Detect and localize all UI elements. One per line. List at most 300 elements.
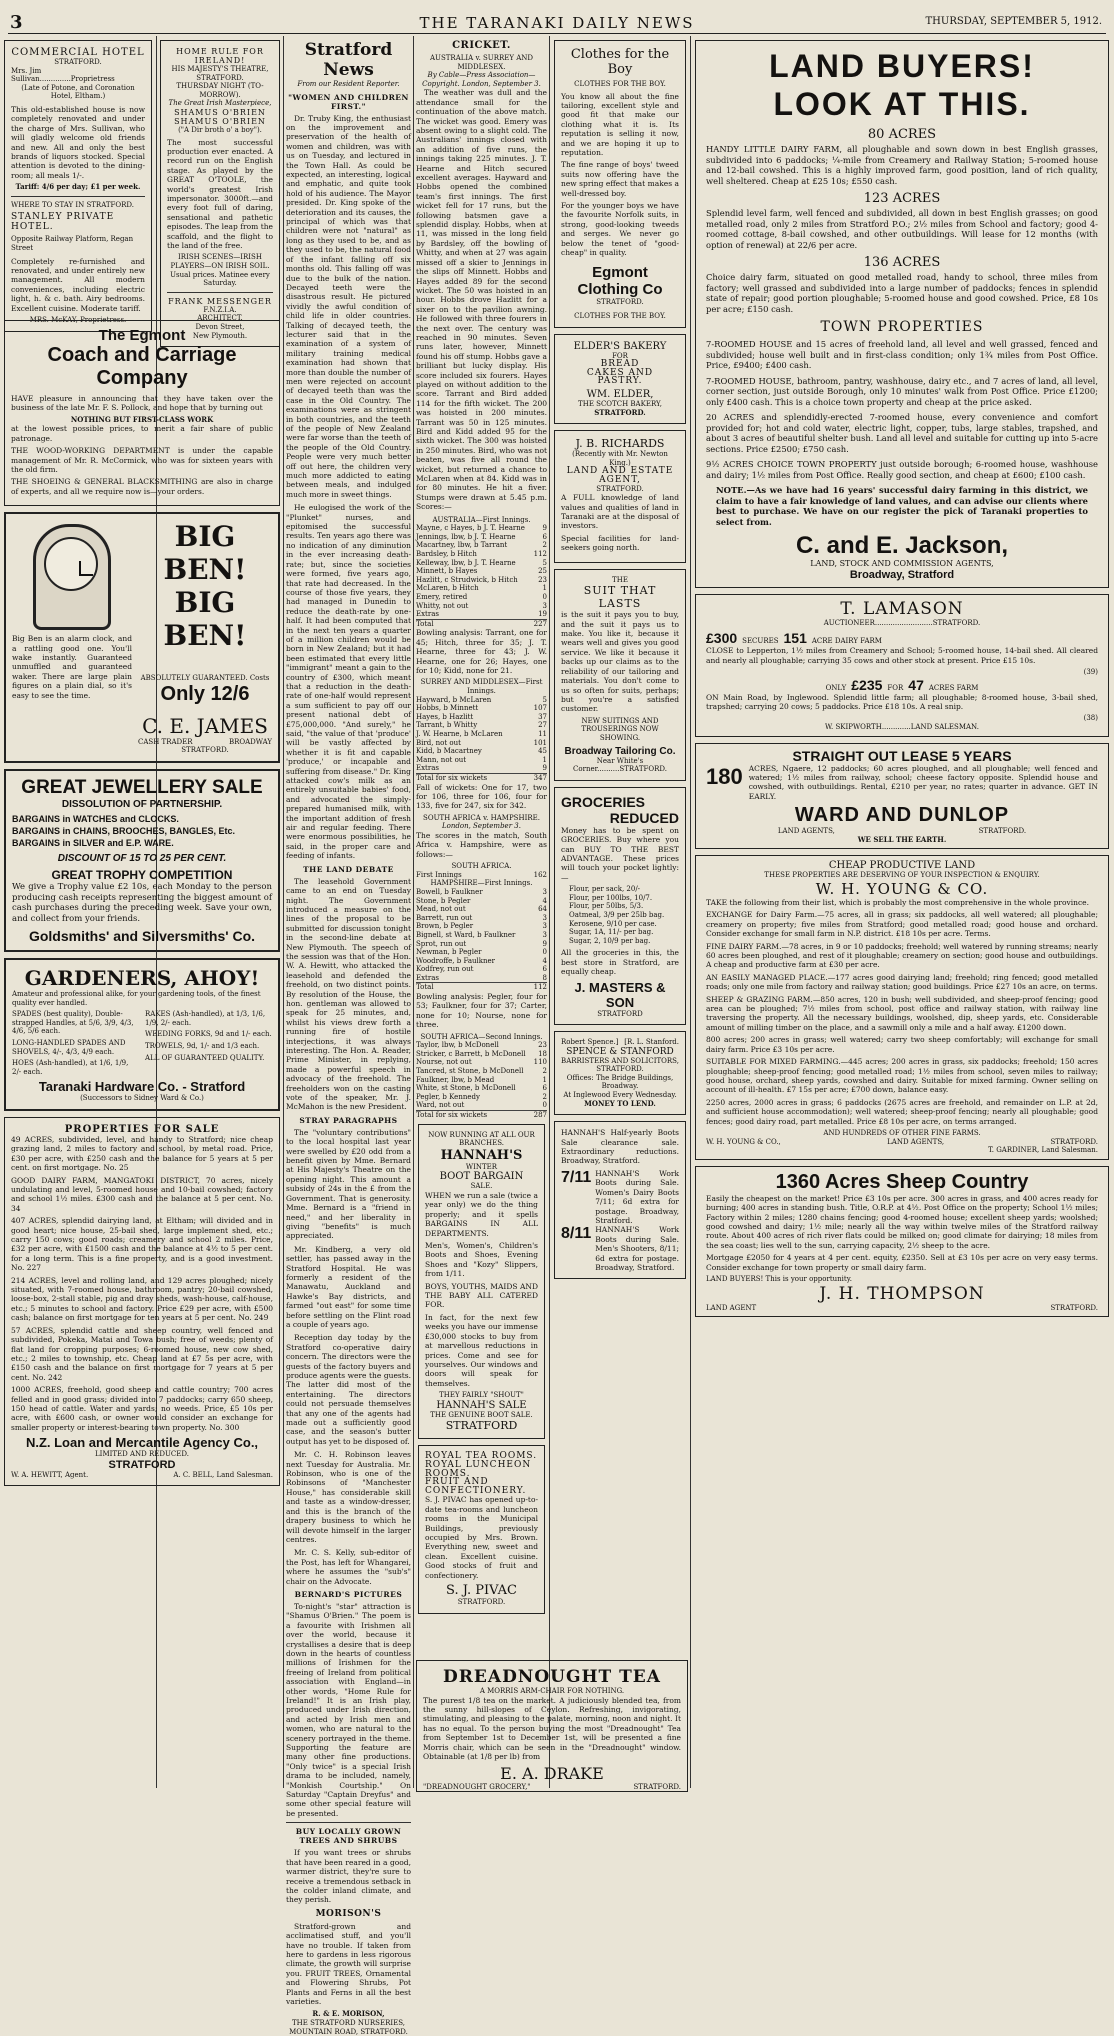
score-row: Extras 8 — [416, 973, 547, 982]
ad-discount: DISCOUNT OF 15 TO 25 PER CENT. — [57, 853, 227, 865]
price-item: Flour, per sack, 20/- — [569, 885, 641, 894]
ad-body: BOYS, YOUTHS, MAIDS AND THE BABY ALL CATERED FOR. — [425, 1281, 538, 1310]
masthead-rule — [8, 33, 1106, 34]
ad-tag: THE GENUINE BOOT SALE. — [430, 1410, 533, 1419]
properties-for-sale-ad — [4, 1117, 280, 1486]
section-heading: MORISON'S — [315, 1908, 382, 1919]
news-paragraph: If you want trees or shrubs that have been reared in a good, warmer district, they're sure to receive a tremendous setback in the colder inland climate, and they perish. — [286, 1848, 411, 1905]
column-5 — [552, 36, 688, 1656]
seller-left: CASH TRADER — [138, 737, 193, 746]
listing-body: AN EASILY MANAGED PLACE.—177 acres good dairying land; freehold; ring fenced; good metalled roads; only one mile from factory and railway station; good buildings. Price £27 10s an acre, on terms. — [706, 972, 1098, 992]
listing-body: CLOSE to Lepperton, 1½ miles from Creamery and School; 5-roomed house, 14-bail shed. All cleared and nearly all ploughable; carrying 35 cows and other stock at present. Price £15 10s. — [706, 646, 1098, 665]
young-co-ad — [695, 855, 1109, 1159]
news-paragraph: The leasehold Government came to an end on Tuesday night. The Government introduced a measure on the lines of the proposal to be submitted for discussion tonight in the second-line debate at New Plymouth. The speech of the session was that of the Hon. W. A. Hewitt, who attacked the leasehold and defended the freehold, on two distinct points. By resolution of the House, the hon. gentleman was allowed to speak for 25 minutes, and, whilst his views drew forth a running fire of hostile interjections, it was always interesting. The Hon. A. Reader, Prime Minister, in replying, made a powerful speech in advocacy of the freehold. The freeholders won on the casting vote of the speaker, Mr. J. McMahon is the new President. — [286, 876, 411, 1112]
divider — [11, 196, 145, 197]
innings-heading: SOUTH AFRICA—Second Innings. — [420, 1032, 543, 1041]
bargain-line: BARGAINS in WATCHES and CLOCKS. — [12, 814, 179, 825]
ad-body: is the suit it pays you to buy, and the suit it pays us to make. You like it, because it wears well and gives you good service. We like it because it backs up our claims as to the reliability of our tailoring and materials. You don't come to us so often for suits, perhaps; but you're a satisfied customer. — [561, 610, 679, 714]
ad-sale: BOOT BARGAIN — [439, 1171, 524, 1183]
ad-successor: (Successors to Sidney Ward & Co.) — [80, 1094, 204, 1103]
innings-heading: AUSTRALIA—First Innings. — [432, 515, 531, 524]
issue-date: THURSDAY, SEPTEMBER 5, 1912. — [925, 16, 1102, 27]
scorecard — [416, 696, 547, 783]
column-1-bottom — [2, 316, 282, 1786]
firm-mid: LAND AGENTS, — [887, 1137, 945, 1146]
score-row: Hobbs, b Minnett 107 — [416, 704, 547, 713]
broadway-tailoring-ad — [554, 569, 686, 781]
ad-item: PASTRY. — [597, 376, 643, 387]
price-item: Kerosene, 9/10 per case. — [569, 919, 657, 928]
score-row: Nourse, not out 110 — [416, 1058, 547, 1067]
innings-heading: SOUTH AFRICA. — [451, 862, 512, 871]
ad-salesman: T. GARDINER, Land Salesman. — [988, 1146, 1098, 1155]
ad-title: Clothes for the Boy — [570, 47, 670, 77]
ad-body: In fact, for the next few weeks you have our immense £30,000 stocks to buy from at marvellous reductions in prices. Come and see for yourselves. Our windows and doors will speak for themselves. — [425, 1312, 538, 1388]
groceries-ad — [554, 787, 686, 1025]
divider — [286, 1822, 411, 1823]
lamason-auctioneer-ad — [695, 594, 1109, 737]
listing-body: 20 ACRES and splendidly-erected 7-roomed house, every convenience and comfort provided for; hot and cold water, electric light, copper, tubs, large stables, trapshed, and about 3 acres of beautiful shelter bush. Land all level and suitable for cutting up into 5-acre sections. Price £2500; £750 cash. — [706, 412, 1098, 454]
agent-note: NOTE.—As we have had 16 years' successful dairy farming in this district, we claim to have a fair knowledge of land values, and can advise our clients where best to purchase. We have on our register the pick of Taranaki properties to select from. — [716, 485, 1088, 527]
farm-label: ACRES FARM — [928, 683, 979, 692]
boot-price: 7/11 — [561, 1168, 592, 1186]
ad-name: SPENCE & STANFORD — [566, 1046, 674, 1057]
ad-title: REDUCED — [609, 809, 679, 826]
listing-body: ON Main Road, by Inglewood. Splendid little farm; all ploughable; 8-roomed house, 3-bail shed, trapshed; carrying 20 cows; 5 paddocks. Price £18 10s. A real snip. — [706, 692, 1098, 711]
agent-right: A. C. BELL, Land Salesman. — [173, 1470, 273, 1479]
ad-place: STRATFORD. — [54, 58, 102, 66]
section-heading: BERNARD'S PICTURES — [294, 1589, 403, 1599]
farm-acres: 151 — [783, 630, 807, 647]
ad-title: Coach and Carriage Company — [47, 344, 237, 389]
ad-title: GROCERIES — [561, 793, 646, 810]
nursery-name: R. & E. MORISON, — [312, 2009, 385, 2019]
score-row: Pegler, b Kennedy 2 — [416, 1092, 547, 1101]
ad-foot: CLOTHES FOR THE BOY. — [574, 312, 666, 321]
ad-town: STRATFORD. — [457, 1597, 506, 1606]
match-report: The weather was dull and the attendance small for the continuation of the above match. The wicket was good. Emery was absent owing to a slight cold. The Australians' innings closed with an addition of five runs, the innings taking 225 minutes. J. T. Hearne and Hitch secured excellent averages. Hayward and Hobbs opened the combined team's first innings. The first wicket fell for 17 runs, but the following batsmen gave a splendid display. Hobbs, when at 11, was missed in the long field by Bardsley, off the bowling of Whitty, and when at 27 was again missed off a skier to Jennings in the slips off Minnett. Hobbs and Hayes added 89 for the second wicket. The 50 was hoisted in an hour. Hobbs drove Hazlitt for a sixer on to the pavilion awning. He followed with three fourers in the next over. The century was reached in 90 minutes. Seven runs later, however, Minnett found his off stump. Hobbs gave a brilliant but lucky display. His score included six fourers. Hayes played on without addition to the score. Tarrant and Bird added 114 for the fifth wicket. The 200 was hoisted in 200 minutes. Tarrant was 50 in 125 minutes. Bird and Kidd added 95 for the sixth wicket. The 300 was hoisted in 250 minutes. Bird, who was not beaten, was five all round the wicket, but returned a chance to McLaren when at 84. Kidd was in for 80 minutes. He hit a fiver. Stumps were drawn at 5.45 p.m. Scores:— — [416, 88, 547, 512]
listing-body: EXCHANGE for Dairy Farm.—75 acres, all in grass; six paddocks, all well watered; all ploughable; creamery on property; five miles from Stratford; good metalled road; good house and orchard. Consider exchange for small farm in N.P. district. £18 10s per acre. Terms. — [706, 910, 1098, 939]
score-row: J. W. Hearne, b McLaren 11 — [416, 729, 547, 738]
tool-item: LONG-HANDLED SPADES AND SHOVELS, 4/-, 4/3, 4/9 each. — [12, 1039, 126, 1056]
score-row: Kodfrey, run out 6 — [416, 965, 547, 974]
score-row: Extras 19 — [416, 610, 547, 619]
price-item: Sugar, 1A, 11/- per bag. — [569, 928, 654, 937]
ad-note: Special facilities for land-seekers going north. — [561, 533, 679, 553]
hannahs-work-boots-ad — [554, 1121, 686, 1279]
ad-firm-sub: LAND, STOCK AND COMMISSION AGENTS, — [810, 559, 994, 568]
ad-title: LAND BUYERS! — [769, 48, 1035, 84]
farm-label: SECURES — [742, 637, 779, 646]
seller-right: BROADWAY — [228, 737, 272, 746]
ad-name: J. B. RICHARDS — [575, 437, 665, 451]
bowling-analysis: Bowling analysis: Tarrant, one for 45; Hitch, three for 35; J. T. Hearne, three for 43; J. W. Hearne, one for 26; Hayes, one for 10; Kidd, none for 21. — [416, 628, 547, 675]
ad-body: The most successful production ever enacted. A record run on the English stage. As played by the GREAT O'TOOLE, the world's greatest Irish impersonator. 3000ft.—and every foot full of daring, sensational and pathetic episodes. The leap from the scaffold, and the flight to the land of the free. — [167, 137, 273, 251]
ad-title: HOME RULE FOR IRELAND! — [176, 47, 264, 65]
commercial-hotel-ad — [4, 40, 152, 332]
score-total: First Innings 162 — [416, 870, 547, 879]
lease-ad — [695, 743, 1109, 850]
match-title: SOUTH AFRICA v. HAMPSHIRE. — [423, 813, 540, 822]
firm-right: STRATFORD. — [1050, 1303, 1098, 1312]
listing-body: 7-ROOMED HOUSE and 15 acres of freehold land, all level and well grassed, fenced and subdivided; house well built and in first-class condition; only 1¾ miles from Post Office. Price, £9400; £400 cash. — [706, 339, 1098, 370]
price-item: Flour, per 50lbs, 5/3. — [569, 902, 644, 911]
big-ben-ad — [4, 512, 280, 763]
ad-town: STRATFORD. — [596, 484, 644, 493]
ad-foot: AND HUNDREDS OF OTHER FINE FARMS. — [823, 1128, 981, 1137]
spence-stanford-ad — [554, 1031, 686, 1115]
listing-heading: TOWN PROPERTIES — [820, 319, 984, 335]
land-buyers-ad — [695, 40, 1109, 588]
newspaper-title: THE TARANAKI DAILY NEWS — [419, 14, 695, 32]
ad-left: "DREADNOUGHT GROCERY," — [423, 1783, 531, 1792]
ad-proprietor: Mrs. Jim Sullivan..............Proprietress — [11, 66, 115, 84]
architect-town: New Plymouth. — [192, 331, 248, 340]
page-number: 3 — [10, 12, 23, 33]
firm-left: LAND AGENTS, — [777, 827, 835, 836]
ad-body: HAVE pleasure in announcing that they have taken over the business of the late Mr. F. S. Pollock, and hope that by turning out — [11, 394, 273, 413]
score-row: Sprot, run out 9 — [416, 939, 547, 948]
stratford-news-column — [286, 36, 411, 2036]
ad-body: Completely re-furnished and renovated, and under entirely new management. All modern conveniences, including electric light, h. & c. bath. Airy bedrooms. Excellent cuisine. Moderate tariff. — [11, 256, 145, 313]
news-paragraph: The "voluntary contributions" to the local hospital last year were swelled by £20 odd from a benefit given by Mme. Bernard at His Majesty's Theatre on the opening night. This amount a subsidy of 24s in the £ from the Government. That is generosity. Mme. Bernard is a "friend in need," and her liberality in giving "benefits" is much appreciated. — [286, 1127, 411, 1241]
ad-lead: NOW RUNNING AT ALL OUR BRANCHES. — [428, 1130, 535, 1148]
ad-town: STRATFORD — [445, 1419, 518, 1433]
score-row: Bowell, b Faulkner 3 — [416, 887, 547, 896]
listing-body: Easily the cheapest on the market! Price £3 10s per acre. 300 acres in grass, and 400 acres ready for burning; 400 acres in standing bush. Title, O.R.P. at 4½. Post Office on the property; School 1½ miles; Factory within 2 miles; 1280 chains fencing; good 4-roomed house; excellent sheep yards; woolshed; good cowshed and dairy; 1½ mile; nearly all the way within twelve miles of the Stratford railway route. About 400 acres of rich river flats could be milked on; good climate for dairying; 18 miles from the sea coast; lies well to the sun, carrying capacity, 2½ sheep to the acre. — [706, 1193, 1098, 1250]
ad-body: A FULL knowledge of land values and qualities of land in Taranaki are at the disposal of investors. — [561, 493, 679, 531]
firm-right: STRATFORD. — [978, 827, 1027, 836]
listing-body: SUITABLE FOR MIXED FARMING.—445 acres; 200 acres in grass, six paddocks; freehold; 150 acres ploughable; sheep-proof fencing; good metalled road; 1½ miles from school, seven miles to railway; good house, orchard, sheep yards, cowshed and dairy. Suitable for mixed farming. Owner selling on account of ill-health. £7 15s per acre; £700 down, balance easy. — [706, 1057, 1098, 1095]
tool-item: SPADES (best quality), Double-strapped Handles, at 5/6, 3/9, 4/3, 4/6, 5/6 each. — [12, 1010, 134, 1036]
property-listing: 49 ACRES, subdivided, level, and handy to Stratford; nice cheap grazing land, 2 miles to factory and school, by metal road. Price, £30 per acre, with £250 cash and the balance for 5 years at 5 per cent. on first mortgage. No. 25 — [11, 1134, 273, 1173]
news-paragraph: Mr. C. H. Robinson leaves next Tuesday for Australia. Mr. Robinson, who is one of the Robinsons of "Manchester House," has considerable skill and taste as a window-dresser, and this is the branch of the drapery business to which he will devote himself in the larger centres. — [286, 1450, 411, 1544]
theatre-ad — [160, 40, 280, 347]
masthead — [0, 10, 1114, 34]
ad-body: Men's, Women's, Children's Boots and Shoes, Evening Shoes and "Kozy" Slippers, from 1/11. — [425, 1241, 538, 1279]
score-row: Woodroffe, b Faulkner 4 — [416, 956, 547, 965]
ad-lead: THE — [612, 575, 628, 584]
farm-label: ACRE DAIRY FARM — [811, 637, 882, 646]
ad-firm: Broadway Tailoring Co. — [564, 745, 676, 757]
partner-right: [R. L. Stanford. — [624, 1038, 679, 1047]
score-row: Tarrant, b Whitty 27 — [416, 721, 547, 730]
news-paragraph: Dr. Truby King, the enthusiast on the improvement and preservation of the health of women and children, was with us on Tuesday, and lectured in the Town Hall. As could be expected, an interesting, logical and emphatic, and quite took hold of his audience. The Mayor presided. Dr. King spoke of the deterioration and its causes, the principal of which was that children were not "natural" as long as they used to be, and as they used to be, the natural food of the infant falling off six months old. This falling off was due to the bulk of the nation. Decayed teeth were the disastrous result. He pictured vividly the awful condition of child life in older countries. Talking of decayed teeth, the lecturer said that in the examination of a system of military training medical examination had shown that more than double the number of men were rejected on account of decayed teeth than was the case in the Old Country. The examinations were as stringent in both countries, and the teeth of the people of New Zealand were far worse than the teeth of the people of the Old Country. People were very much better off out here, the children very much more addicted to eating between meals, and indulged much more in sweet things. — [286, 113, 411, 499]
elders-bakery-ad — [554, 334, 686, 425]
ad-title: 1360 Acres Sheep Country — [775, 1170, 1029, 1193]
ad-firm: Goldsmiths' and Silversmiths' Co. — [28, 928, 256, 945]
innings-heading: HAMPSHIRE—First Innings. — [430, 879, 533, 888]
ad-name: T. LAMASON — [840, 598, 964, 619]
listing-body: ACRES, Ngaere, 12 paddocks; 60 acres ploughed, and all ploughable; well fenced and watered; 1½ miles from railway, school; cheese factory opposite. Splendid house and cowshed, with outbuildings. Rental, £210 per year, no rates; quarter in advance. GET IN EARLY. — [748, 763, 1098, 801]
news-header: Stratford News — [304, 40, 393, 80]
score-row: Bignell, st Ward, b Faulkner 3 — [416, 930, 547, 939]
ad-body: HANNAH'S Half-yearly Boots Sale clearance sale. Extraordinary reductions. Broadway, Stratford. — [561, 1128, 679, 1166]
section-heading: STRAY PARAGRAPHS — [299, 1115, 398, 1125]
column-rule — [690, 36, 691, 1788]
ad-lead: The Great Irish Masterpiece, — [168, 99, 272, 108]
firm-left: LAND AGENT — [706, 1303, 757, 1312]
ad-name: WM. ELDER, — [586, 389, 654, 401]
news-paragraph: Stratford-grown and acclimatised stuff, and you'll have no trouble. If taken from here to gardens in less rigorous climate, the growth will surprise you. FRUIT TREES, Ornamental and Flowering Shrubs, Pot Plants and Ferns in all the best varieties. — [286, 1921, 411, 2006]
scorecard — [416, 1041, 547, 1119]
ad-body: This old-established house is now completely renovated and under the charge of Mrs. Sullivan, who will gladly welcome old friends and new. All and only the best brands of liquors stocked. Special attention is devoted to the dining-room; all meals 1/-. — [11, 104, 145, 180]
ad-sub: A MORRIS ARM-CHAIR FOR NOTHING. — [479, 1687, 625, 1695]
ad-town: STRATFORD — [597, 1009, 643, 1018]
ad-body: Money has to be spent on GROCERIES. Buy where you can BUY TO THE BEST ADVANTAGE. These prices will touch your pocket lightly:— — [561, 825, 679, 882]
listing-terms: Mortgage £2050 for 4 years at 4 per cent. equity, £2350. Sell at £3 10s per acre on very easy terms. Consider exchange for town property or small dairy farm. — [706, 1253, 1098, 1272]
ad-subtitle: DISSOLUTION OF PARTNERSHIP. — [61, 799, 223, 811]
ad-tariff: Tariff: 4/6 per day; £1 per week. — [15, 182, 141, 192]
ad-location: Opposite Railway Platform, Regan Street — [11, 235, 134, 252]
sheep-country-ad — [695, 1166, 1109, 1317]
tool-item: WEEDING FORKS, 9d and 1/- each. — [145, 1030, 272, 1039]
nursery-sub: THE STRATFORD NURSERIES, — [291, 2018, 405, 2027]
firm-left: W. H. YOUNG & CO., — [706, 1137, 781, 1146]
score-row: Minnett, b Hayes 25 — [416, 567, 547, 576]
ad-firm: J. MASTERS & SON — [574, 979, 666, 1010]
firm-slogan: WE SELL THE EARTH. — [857, 834, 947, 844]
ad-town: STRATFORD. — [596, 1065, 644, 1074]
firm-right: STRATFORD. — [1050, 1137, 1098, 1146]
egmont-clothing-ad — [554, 40, 686, 328]
property-listing: 214 ACRES, level and rolling land, and 129 acres ploughed; nicely situated, with 7-roomed house, bathroom, pantry; 20-bail cowshed, loose-box, 2-stall stable, pig and dray sheds, wash-house, calf-house, etc.; 5 minutes to school and factory. Price £29 per acre, with £500 cash; balance on first mortgage for ten years at 5 per cent. No. 249 — [11, 1275, 273, 1323]
column-6 — [693, 36, 1111, 1786]
ad-trophy: GREAT TROPHY COMPETITION — [51, 868, 233, 883]
listing-body: 9½ ACRES CHOICE TOWN PROPERTY just outside borough; 6-roomed house, washhouse and dairy; 1½ miles from Post Office. Really good section, and cheap at £600; £100 cash. — [706, 459, 1098, 480]
ad-name: J. H. THOMPSON — [819, 1283, 985, 1304]
bargain-line: BARGAINS in SILVER and E.P. WARE. — [12, 838, 174, 849]
listing-body: FINE DAIRY FARM.—78 acres, in 9 or 10 paddocks; freehold; well watered by running streams; nearly 60 acres been ploughed, and rest of it ploughable; creamery on section; good house and outbuildings. A cheap and productive farm at £30 per acre. — [706, 941, 1098, 970]
ad-line: ROYAL LUNCHEON ROOMS. — [425, 1459, 532, 1479]
tool-item: RAKES (Ash-handled), at 1/3, 1/6, 1/9, 2/- each. — [145, 1010, 266, 1027]
listing-heading: 123 ACRES — [863, 191, 941, 206]
listing-body: SHEEP & GRAZING FARM.—850 acres, 120 in bush; well subdivided, and sheep-proof fencing; good area can be ploughed; 7½ miles from school, post office and railway station, with railway line traversing the property. All the necessary buildings, woolshed, dip, sheep yards, etc. Considerable amount of milling timber on the place, and a sawmill only a mile and a half away. £1200 down. — [706, 994, 1098, 1032]
bargain-line: BARGAINS in CHAINS, BROOCHES, BANGLES, Etc. — [12, 826, 236, 837]
match-title: AUSTRALIA v. SURREY AND MIDDLESEX. — [430, 54, 533, 71]
section-heading: BUY LOCALLY GROWN TREES AND SHRUBS — [295, 1827, 402, 1846]
listing-body: Splendid level farm, well fenced and subdivided, all down in best English grasses; on good metalled road, only 2 miles from Stratford P.O.; 2½ miles from School and factory; good 4-roomed cottage, 8-bail cowshed, and other outbuildings. Will lease for 12 months (with option of renewal) at 22/6 per acre. — [706, 208, 1098, 250]
ad-firm-address: Broadway, Stratford — [849, 568, 955, 581]
ad-tag: HANNAH'S SALE — [436, 1399, 527, 1411]
score-row: McLaren, b Hitch 1 — [416, 584, 547, 593]
ad-body: You know all about the fine tailoring, excellent style and good fit that make our clothing what it is. Its reputation is selling it now, and we are hoping it up to reputation. — [561, 91, 679, 158]
ad-firm: WARD AND DUNLOP — [794, 804, 1010, 827]
divider — [167, 292, 273, 293]
ad-title: LAND AND ESTATE AGENT, — [566, 466, 674, 486]
ad-body: THE WOOD-WORKING DEPARTMENT is under the capable management of Mr. R. McCormick, who was for sixteen years with the old firm. — [11, 446, 273, 475]
property-listing: 407 ACRES, splendid dairying land, at Eltham; will divided and in good heart; nice house, 25-bail shed, large implement shed, etc.; carry 150 cows; good roads; creamery and school 2 miles. Price, £32 per acre, with £1500 cash and the balance at 4½ to 5 per cent. for a long term. This is a fine property, and is a good investment. No. 227 — [11, 1216, 273, 1273]
section-heading: CRICKET. — [452, 40, 511, 51]
farm-label: ONLY — [825, 683, 847, 692]
ad-title: LOOK AT THIS. — [773, 86, 1031, 122]
ad-body: The fine range of boys' tweed suits now offering have the new spring effect that makes a well-dressed boy. — [561, 160, 679, 198]
score-row: Bardsley, b Hitch 112 — [416, 550, 547, 559]
seller-name: C. E. JAMES — [142, 713, 268, 738]
ad-sub: (Recently with Mr. Newton King.) — [572, 450, 668, 467]
ad-tag: THEY FAIRLY "SHOUT" — [439, 1391, 524, 1400]
ad-town: STRATFORD. — [596, 297, 644, 306]
ad-body: S. J. PIVAC has opened up-to-date tea-rooms and luncheon rooms in the Municipal Buildings, previously occupied by Mrs. Brown. Everything new, sweet and clean. Excellent cuisine. Good stocks of fruit and confectionery. — [425, 1495, 538, 1580]
listing-body: 7-ROOMED HOUSE, bathroom, pantry, washhouse, dairy etc., and 7 acres of land, all level, corner section, just outside Borough, only 10 minutes' walk from Post Office. Price £1200; only £400 cash. This is a choice town property and cheap at the price asked. — [706, 375, 1098, 407]
news-paragraph: Mr. C. S. Kelly, sub-editor of the Post, has left for Whangarei, where he assumes the "sub's" chair on the Advocate. — [286, 1548, 411, 1586]
score-row: Taylor, lbw, b McDonell 23 — [416, 1041, 547, 1050]
ad-for: FOR — [612, 351, 628, 360]
scorecard — [416, 888, 547, 992]
ad-item: BREAD — [600, 359, 640, 370]
ad-body: WHEN we run a sale (twice a year only) we do the thing properly; and it spells BARGAINS IN ALL DEPARTMENTS. — [425, 1191, 538, 1238]
score-row: White, st Stone, b McDonell 6 — [416, 1084, 547, 1093]
ad-firm: Taranaki Hardware Co. - Stratford — [38, 1079, 246, 1095]
price-item: Oatmeal, 3/9 per 25lb bag. — [569, 910, 665, 919]
ad-line: ROYAL TEA ROOMS. — [425, 1451, 538, 1462]
farm-label: FOR — [887, 683, 904, 692]
ad-title: ELDER'S BAKERY — [573, 340, 667, 352]
play-name: SHAMUS O'BRIEN — [174, 116, 266, 126]
news-paragraph: Reception day today by the Stratford co-operative dairy concern. The directors were the guests of the factory buyers and produce agents were the guests. The latter did most of the entertaining. The directors could not persuade themselves that any one of the agents had made out a sufficiently good case, and the season's butter output has yet to be disposed of. — [286, 1333, 411, 1446]
scorecard — [416, 524, 547, 628]
score-row: Brown, b Pegler 3 — [416, 922, 547, 931]
ad-title: BIG BEN! — [163, 586, 247, 653]
tool-item: ALL OF GUARANTEED QUALITY. — [145, 1053, 265, 1062]
property-listing: 57 ACRES, splendid cattle and sheep country, well fenced and subdivided, Pokeka, Matai and Towa bush; free of weeds; plenty of flat land for cropping purposes; 6-roomed house, new cow shed, etc.; 2 miles to township, etc. Cheap land at £7 5s per acre, with £150 cash and the balance on first mortgage for 7 years at 5 per cent. No. 242 — [11, 1325, 273, 1382]
ad-title: CHEAP PRODUCTIVE LAND — [828, 860, 976, 872]
ad-title: STANLEY PRIVATE HOTEL. — [11, 212, 115, 233]
ad-price: Only 12/6 — [160, 682, 250, 705]
news-paragraph: Mr. Kindberg, a very old settler, has passed away in the Stratford Hospital. He was formerly a resident of the Manawatu, Auckland and Hawke's Bay districts, and farmed "out east" for some time before settling on the Flint road a couple of years ago. — [286, 1244, 411, 1329]
column-1-top — [2, 36, 154, 325]
fall-of-wickets: Fall of wickets: One for 17, two for 106, three for 106, four for 133, five for 247, six for 342. — [416, 782, 547, 811]
seller-town: STRATFORD. — [181, 746, 229, 755]
ad-inglewood: At Inglewood Every Wednesday. — [563, 1091, 677, 1100]
listing-heading: 80 ACRES — [867, 127, 937, 142]
hannahs-boot-sale-ad — [418, 1124, 545, 1440]
ad-note: All the groceries in this, the best store in Stratford, are equally cheap. — [561, 948, 679, 977]
dreadnought-tea-ad — [416, 1660, 688, 1792]
ad-body: The purest 1/8 tea on the market. A judiciously blended tea, from the sunny hill-slopes of Ceylon. Refreshing, invigorating, stimulating, and pleasing to the palate, morning, noon and night. It has no equal. To the person buying the most "Dreadnought" Tea from September 1st to December 1st, will be presented a fine Morris chair, which can be seen in the "Dreadnought" window. Obtainable (at 1/8 per lb) from — [423, 1695, 681, 1762]
ad-lead: WHERE TO STAY IN STRATFORD. — [11, 200, 134, 209]
ad-venue: HIS MAJESTY'S THEATRE, STRATFORD. — [171, 65, 269, 82]
egmont-coach-ad — [4, 320, 280, 506]
ad-title: PROPERTIES FOR SALE — [64, 1123, 220, 1135]
score-row: Stricker, c Barrett, b McDonell 18 — [416, 1049, 547, 1058]
ad-town: STRATFORD — [108, 1458, 176, 1471]
ad-name: E. A. DRAKE — [500, 1764, 604, 1784]
match-report: The scores in the match, South Africa v. Hampshire, were as follows:— — [416, 830, 547, 859]
farm-price: £235 — [851, 676, 883, 693]
alarm-clock-icon — [33, 524, 111, 630]
nursery-address: MOUNTAIN ROAD, STRATFORD. — [289, 2027, 408, 2036]
listing-body: Choice dairy farm, situated on good metalled road, handy to school, three miles from factory; well grassed and subdivided into a large number of paddocks; fences in splendid state of repair; good portion ploughable; 5-roomed house and good cowshed. Price, £8 10s per acre; £150 cash. — [706, 272, 1098, 314]
score-row: Emery, retired 0 — [416, 593, 547, 601]
score-row: Whitty, not out 3 — [416, 601, 547, 610]
score-total: Total for six wickets 287 — [416, 1111, 547, 1120]
gardeners-ad — [4, 958, 280, 1111]
ad-title: DREADNOUGHT TEA — [443, 1667, 661, 1687]
pivac-tearooms-ad — [418, 1445, 545, 1613]
ad-title: The Egmont — [98, 327, 186, 344]
ad-name: S. J. PIVAC — [446, 1582, 517, 1598]
ad-address: Near White's Corner..........STRATFORD. — [573, 756, 667, 774]
boot-price: 8/11 — [561, 1225, 592, 1243]
news-paragraph: He eulogised the work of the "Plunket" nurses, and epitomised the successful results. Ten years ago there was no indication of any diminution in the ever increasing death-rate; but, since the societies were formed, five years ago, that rate had decreased. In the course of those five years, they had managed in Dunedin to reduce the death-rate by one-half. It had been computed that in the next ten years a quarter of a million children would be born in New Zealand; but it had been estimated that every little "immigrant" meant a gain to the country of £300, which meant that a reduction in the death-rate of one-half would represent a sum sufficient to pay off our present national debt of £75,000,000. "And surely," he said, "the value of that 'produce' will be vastly affected by whether it is fit and capable 'produce,' or incapable and suffering from disease." Dr. King attacked cow's milk as an entirely unsuitable babies' food, and advocated the simply-prepared humanised milk, with the important addition of fresh air and regular feeding. There were enormous possibilities, he said, in the proper care and feeding of infants. — [286, 503, 411, 861]
ad-sub: WINTER — [465, 1162, 498, 1171]
listing-body: 2250 acres, 2000 acres in grass; 6 paddocks (2675 acres are freehold, and remainder on L.P. at 2d, and sufficient house accommodation); well watered; sheep-proof fencing; nearly all ploughable; good fences; good dairy road, part metalled. Price £8 10s per acre, on terms arranged. — [706, 1097, 1098, 1126]
lease-acres: 180 — [706, 763, 743, 789]
listing-ref: (38) — [1083, 714, 1098, 723]
ad-body: For the younger boys we have the favourite Norfolk suits, in strong, good-looking tweeds and serges. We never go below the tenet of "good-cheap" in quality. — [561, 201, 679, 258]
score-row: Hazlitt, c Strudwick, b Hitch 23 — [416, 575, 547, 584]
ad-item: CAKES AND — [586, 367, 654, 378]
score-row: Bird, not out 101 — [416, 738, 547, 747]
agent-left: W. A. HEWITT, Agent. — [11, 1470, 89, 1479]
score-total: Total 227 — [416, 619, 547, 628]
column-2-top — [158, 36, 282, 340]
price-item: Flour, per 100lbs, 10/7. — [569, 893, 653, 902]
column-rule — [549, 36, 550, 1788]
ad-new: NEW SUITINGS AND TROUSERINGS NOW SHOWING. — [581, 716, 659, 742]
ad-previous: (Late of Potone, and Coronation Hotel, Eltham.) — [21, 83, 135, 101]
ad-title: BARRISTERS AND SOLICITORS, — [561, 1056, 679, 1065]
ad-title: AUCTIONEER..........................STRATFORD. — [823, 618, 981, 627]
column-rule — [283, 36, 284, 1788]
column-rule — [413, 36, 414, 1788]
price-item: Sugar, 2, 10/9 per bag. — [569, 936, 651, 945]
ad-guarantee: ABSOLUTELY GUARANTEED. Costs — [140, 674, 270, 683]
ad-lead: THESE PROPERTIES ARE DESERVING OF YOUR INSPECTION & ENQUIRY. — [764, 871, 1040, 880]
architect-street: Devon Street, — [195, 323, 245, 331]
ad-body: HANNAH'S Work Boots during Sale. Women's Dairy Boots 7/11; 6d extra for postage. Broadway, Stratford. — [595, 1168, 679, 1225]
ad-closer: LAND BUYERS! This is your opportunity. — [706, 1274, 852, 1283]
score-row: Stone, b Pegler 4 — [416, 896, 547, 905]
ad-title: STRAIGHT OUT LEASE 5 YEARS — [792, 747, 1012, 764]
cricket-column — [416, 36, 547, 1786]
ad-sale2: SALE. — [470, 1182, 493, 1191]
ad-line: FRUIT AND CONFECTIONERY. — [425, 1477, 527, 1496]
ad-name: W. H. YOUNG & CO. — [815, 880, 989, 898]
ad-title: SUIT THAT LASTS — [583, 584, 657, 611]
ad-tagline: ("A Dir broth o' a boy"). — [178, 125, 262, 134]
farm-price: £300 — [706, 630, 738, 647]
ad-firm: N.Z. Loan and Mercantile Agency Co., — [25, 1435, 259, 1451]
score-row: Newman, b Pegler 0 — [416, 948, 547, 957]
innings-heading: SURREY AND MIDDLESEX—First Innings. — [420, 678, 543, 695]
score-total: Total for six wickets 347 — [416, 773, 547, 782]
dateline: London, September 3. — [442, 822, 521, 831]
play-name: SHAMUS O'BRIEN — [174, 107, 266, 117]
ad-body: HANNAH'S Work Boots during Sale. Men's Shooters, 8/11; 6d extra for postage. Broadway, Stratford. — [595, 1225, 679, 1272]
score-row: Extras 9 — [416, 764, 547, 773]
ad-body: We give a Trophy value £2 10s, each Monday to the person producing cash receipts representing the biggest amount of cash purchases during the preceding week. Save your own, and collect from your friends. — [12, 882, 272, 924]
property-listing: GOOD DAIRY FARM, MANGATOKI DISTRICT, 70 acres, nicely undulating and level, 5-roomed house and 10-bail cowshed; factory and school 1½ miles. £300 cash and the balance at 5 per cent. No. 34 — [11, 1175, 273, 1213]
ad-scenes: IRISH SCENES—IRISH PLAYERS—ON IRISH SOIL. — [170, 253, 270, 271]
section-heading: THE LAND DEBATE — [303, 864, 394, 874]
listing-body: 800 acres; 200 acres in grass; well watered; carry two sheep comfortably; will exchange for small dairy farm. Price £3 10s per acre. — [706, 1035, 1098, 1054]
ad-title: BIG BEN! — [163, 520, 247, 587]
score-row: Mead, not out 64 — [416, 905, 547, 914]
ad-title: HANNAH'S — [440, 1147, 523, 1163]
score-row: Ward, not out 0 — [416, 1101, 547, 1110]
ad-title: COMMERCIAL HOTEL — [11, 47, 145, 58]
architect-letters: F.N.Z.I.A. — [203, 305, 237, 314]
score-row: Jennings, lbw, b J. T. Hearne 6 — [416, 532, 547, 541]
score-row: Kidd, b Macartney 45 — [416, 747, 547, 756]
listing-body: TAKE the following from their list, which is probably the most comprehensive in the whole province. — [706, 898, 1089, 907]
score-row: Mann, not out 1 — [416, 755, 547, 764]
score-row: Kelleway, lbw, b J. T. Hearne 5 — [416, 558, 547, 567]
ad-body: THE SHOEING & GENERAL BLACKSMITHING are also in charge of experts, and all we require now is—your orders. — [11, 477, 273, 496]
score-row: Barrett, run out 3 — [416, 913, 547, 922]
